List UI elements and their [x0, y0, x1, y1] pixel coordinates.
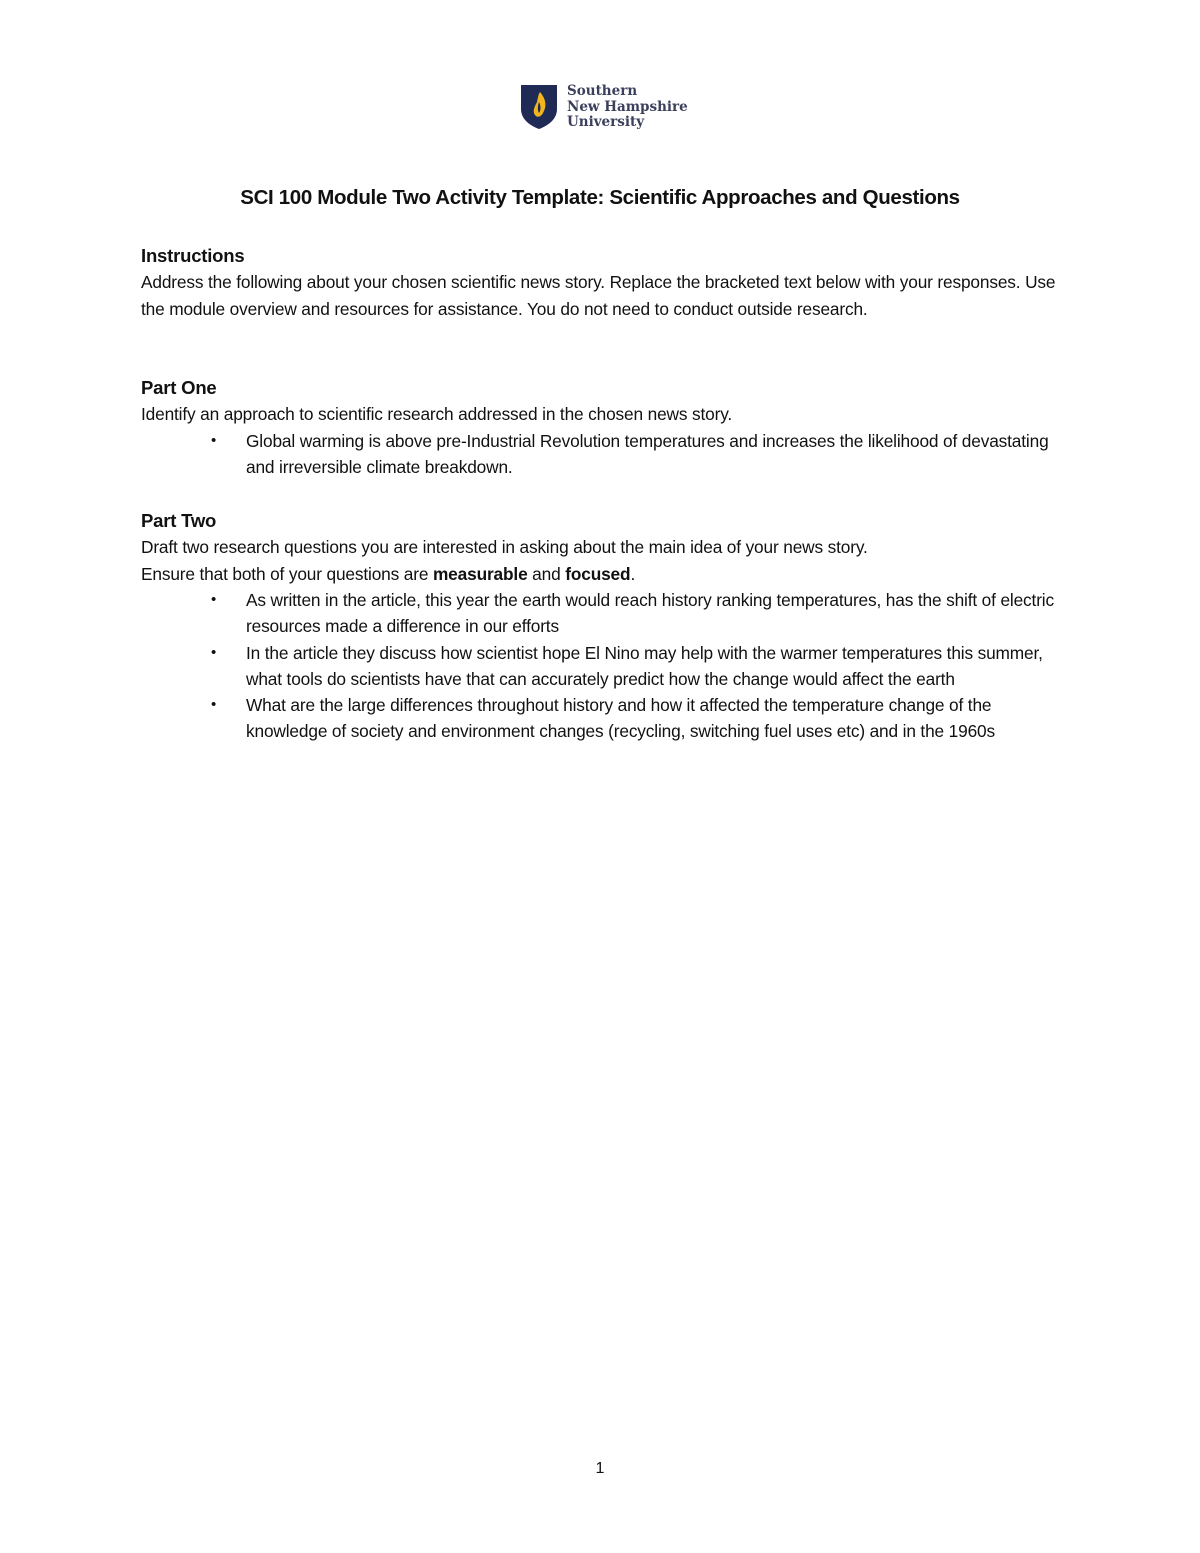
part-two-prompt-line-1: Draft two research questions you are interested in asking about the main idea of your news story. [141, 537, 868, 557]
part-two-prompt-line-2: Ensure that both of your questions are [141, 563, 433, 584]
document-title: SCI 100 Module Two Activity Template: Scientific Approaches and Questions [240, 186, 960, 209]
part-two-prompt [141, 534, 1071, 587]
instructions-body: Address the following about your chosen scientific news story. Replace the bracketed text below with your responses. Use the module overview and resources for assistance. You do not need to conduct outside research. [141, 272, 1056, 319]
list-item-text: Global warming is above pre-Industrial Revolution temperatures and increases the likelihood of devastating and irreversible climate breakdown. [246, 430, 1049, 477]
list-item-text: As written in the article, this year the earth would reach history ranking temperatures, has the shift of electric resources made a difference in our efforts [246, 590, 1054, 637]
part-two-section [141, 508, 1071, 745]
list-item-text: In the article they discuss how scientist hope El Nino may help with the warmer temperatures this summer, what tools do scientists have that can accurately predict how the change would affect the earth [246, 642, 1043, 689]
logo-wordmark [567, 84, 688, 131]
page-number: 1 [595, 1460, 605, 1477]
logo-line-1: Southern [567, 83, 638, 99]
list-item [141, 692, 1071, 745]
part-one-heading: Part One [141, 377, 217, 398]
prompt-joiner: and [527, 563, 566, 584]
bullet-icon: • [211, 643, 217, 661]
bullet-icon: • [211, 696, 217, 714]
part-one-prompt: Identify an approach to scientific research addressed in the chosen news story. [141, 404, 733, 424]
bullet-icon: • [211, 431, 217, 449]
part-two-heading: Part Two [141, 510, 217, 531]
logo-line-2: New Hampshire [567, 98, 688, 115]
list-item-text: What are the large differences throughout history and how it affected the temperature change of the knowledge of society and environment changes (recycling, switching fuel uses etc) and in the 1960s [246, 695, 995, 742]
part-one-bullet-list [141, 428, 1071, 481]
instructions-heading: Instructions [141, 245, 245, 266]
university-logo [520, 84, 688, 131]
part-one-section [141, 375, 1071, 480]
list-item [141, 428, 1071, 481]
part-two-bullet-list [141, 587, 1071, 745]
instructions-section [141, 243, 1071, 322]
bullet-icon: • [211, 591, 217, 608]
list-item [141, 640, 1071, 693]
measurable-emphasis: measurable [432, 563, 528, 584]
prompt-end: . [630, 563, 636, 584]
focused-emphasis: focused [565, 563, 631, 584]
shield-flame-icon [520, 84, 558, 130]
list-item [141, 587, 1071, 640]
logo-line-3: University [567, 114, 645, 130]
